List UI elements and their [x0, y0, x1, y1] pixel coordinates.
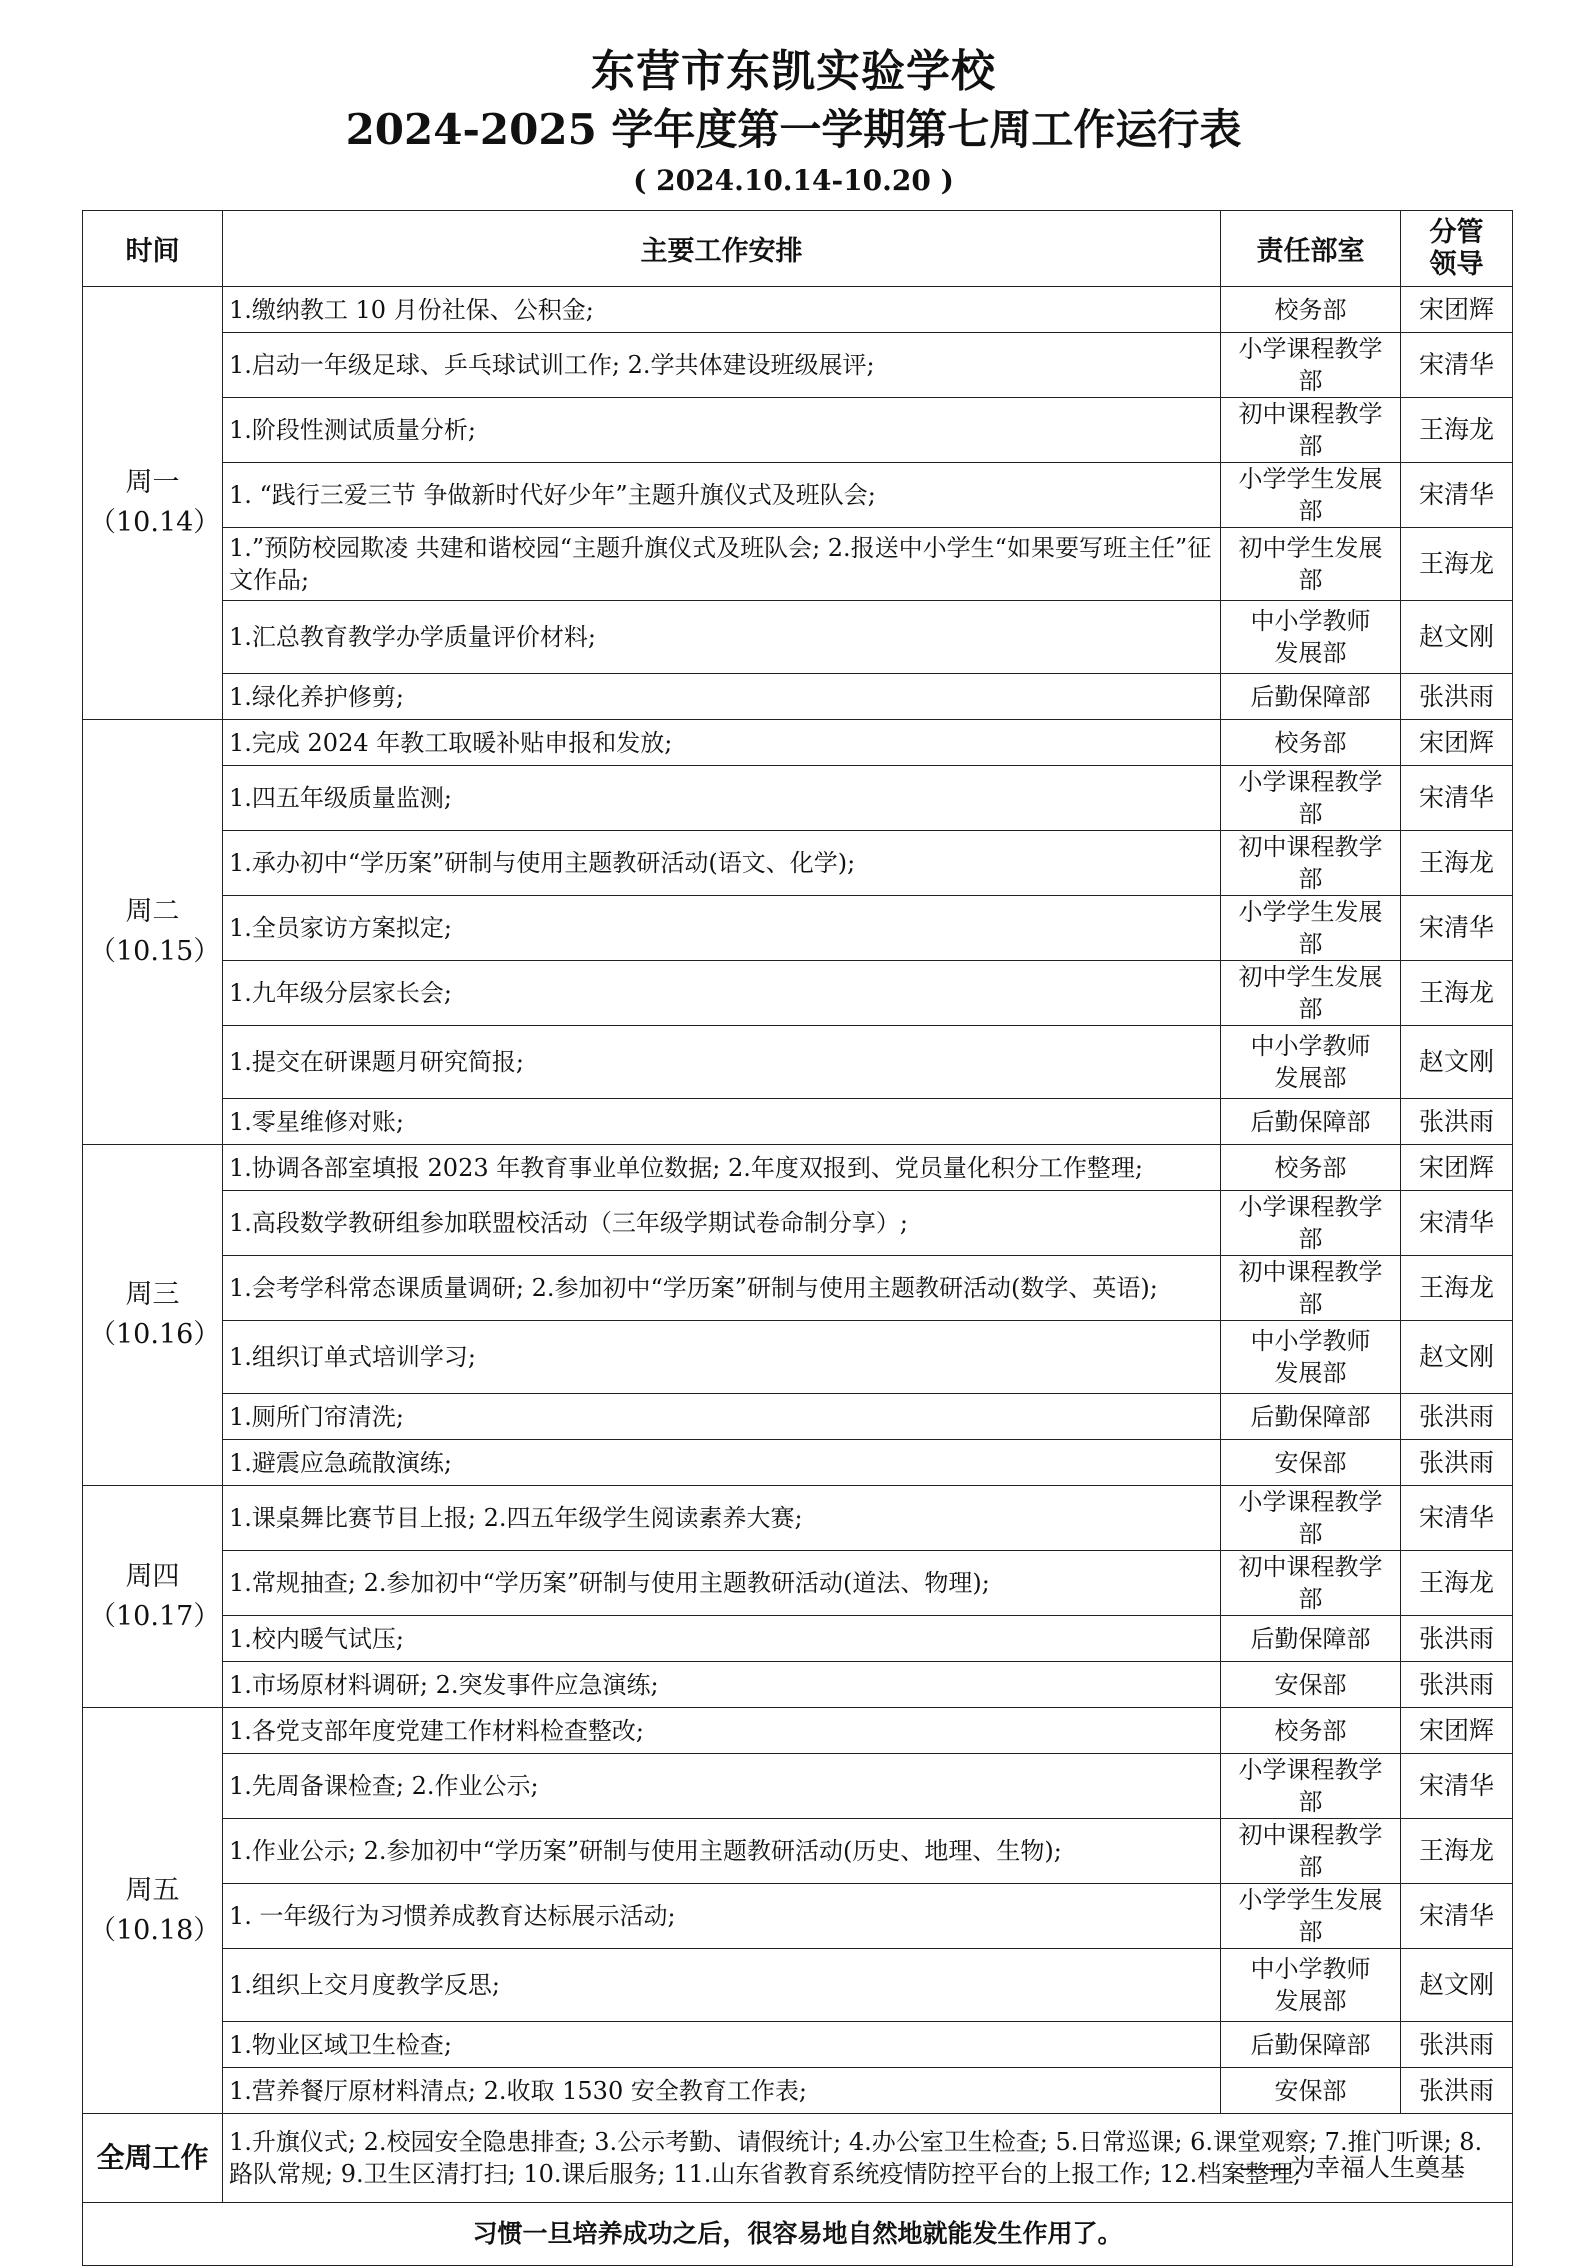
department-cell: 后勤保障部: [1221, 1099, 1401, 1145]
department-cell: 小学学生发展部: [1221, 1884, 1401, 1949]
department-cell: 初中学生发展部: [1221, 528, 1401, 601]
leader-cell: 王海龙: [1401, 1819, 1513, 1884]
task-cell: 1.零星维修对账;: [223, 1099, 1221, 1145]
leader-cell: 宋团辉: [1401, 720, 1513, 766]
table-row: [83, 961, 1513, 1026]
leader-cell: 赵文刚: [1401, 1949, 1513, 2022]
task-cell: 1.全员家访方案拟定;: [223, 896, 1221, 961]
leader-cell: 宋团辉: [1401, 287, 1513, 333]
table-row: [83, 1819, 1513, 1884]
quote-text: 习惯一旦培养成功之后，很容易地自然地就能发生作用了。: [83, 2203, 1513, 2266]
leader-cell: 张洪雨: [1401, 2068, 1513, 2114]
table-row: [83, 1616, 1513, 1662]
table-row: [83, 766, 1513, 831]
leader-cell: 张洪雨: [1401, 1440, 1513, 1486]
leader-cell: 张洪雨: [1401, 1662, 1513, 1708]
leader-cell: 张洪雨: [1401, 1099, 1513, 1145]
task-cell: 1.课桌舞比赛节目上报; 2.四五年级学生阅读素养大赛;: [223, 1486, 1221, 1551]
leader-cell: 赵文刚: [1401, 1026, 1513, 1099]
department-line: 发展部: [1274, 1064, 1347, 1092]
department-cell: 安保部: [1221, 1440, 1401, 1486]
leader-cell: 宋清华: [1401, 1191, 1513, 1256]
school-name: 东营市东凯实验学校: [591, 46, 996, 97]
leader-cell: 宋团辉: [1401, 1708, 1513, 1754]
department-cell: 安保部: [1221, 2068, 1401, 2114]
table-row: [83, 1486, 1513, 1551]
table-row: [83, 1191, 1513, 1256]
department-line: 中小学教师: [1250, 1955, 1371, 1983]
task-cell: 1.避震应急疏散演练;: [223, 1440, 1221, 1486]
table-row: [83, 2068, 1513, 2114]
task-cell: 1.高段数学教研组参加联盟校活动（三年级学期试卷命制分享）;: [223, 1191, 1221, 1256]
department-cell: 小学课程教学部: [1221, 1191, 1401, 1256]
table-row: [83, 1551, 1513, 1616]
table-row: [83, 1394, 1513, 1440]
department-cell: 初中课程教学部: [1221, 398, 1401, 463]
day-cell: [83, 1486, 223, 1708]
schedule-body: [83, 287, 1513, 2114]
leader-cell: 宋清华: [1401, 1486, 1513, 1551]
day-cell: [83, 1708, 223, 2114]
department-cell: 小学课程教学部: [1221, 333, 1401, 398]
task-cell: 1.完成 2024 年教工取暖补贴申报和发放;: [223, 720, 1221, 766]
task-cell: 1.先周备课检查; 2.作业公示;: [223, 1754, 1221, 1819]
leader-cell: 张洪雨: [1401, 674, 1513, 720]
department-cell: 小学学生发展部: [1221, 463, 1401, 528]
department-cell: 校务部: [1221, 1145, 1401, 1191]
leader-cell: 张洪雨: [1401, 2022, 1513, 2068]
table-row: [83, 1256, 1513, 1321]
table-row: [83, 1440, 1513, 1486]
task-cell: 1.”预防校园欺凌 共建和谐校园“主题升旗仪式及班队会; 2.报送中小学生“如果要写班主任”征文作品;: [223, 528, 1221, 601]
department-cell: 后勤保障部: [1221, 2022, 1401, 2068]
table-row: [83, 1754, 1513, 1819]
day-cell: [83, 720, 223, 1145]
day-date: （10.17）: [89, 1600, 221, 1632]
department-line: 中小学教师: [1250, 1032, 1371, 1060]
table-row: [83, 2022, 1513, 2068]
table-row: [83, 1145, 1513, 1191]
task-cell: 1. “践行三爱三节 争做新时代好少年”主题升旗仪式及班队会;: [223, 463, 1221, 528]
department-cell: 校务部: [1221, 287, 1401, 333]
table-row: [83, 601, 1513, 674]
department-cell: 初中课程教学部: [1221, 1551, 1401, 1616]
department-cell: 小学学生发展部: [1221, 896, 1401, 961]
leader-cell: 宋清华: [1401, 766, 1513, 831]
quote-row: [83, 2203, 1513, 2266]
leader-cell: 张洪雨: [1401, 1394, 1513, 1440]
table-row: [83, 720, 1513, 766]
header-time: 时间: [83, 211, 223, 287]
leader-cell: 宋清华: [1401, 463, 1513, 528]
table-row: [83, 463, 1513, 528]
table-row: [83, 831, 1513, 896]
header-work: 主要工作安排: [223, 211, 1221, 287]
task-cell: 1.承办初中“学历案”研制与使用主题教研活动(语文、化学);: [223, 831, 1221, 896]
table-row: [83, 1884, 1513, 1949]
department-cell: [1221, 1026, 1401, 1099]
leader-cell: 宋清华: [1401, 1754, 1513, 1819]
table-row: [83, 1026, 1513, 1099]
task-cell: 1.阶段性测试质量分析;: [223, 398, 1221, 463]
table-row: [83, 287, 1513, 333]
table-row: [83, 896, 1513, 961]
header-leader: [1401, 211, 1513, 287]
department-cell: 后勤保障部: [1221, 1394, 1401, 1440]
table-row: [83, 674, 1513, 720]
department-line: 发展部: [1274, 1987, 1347, 2015]
leader-cell: 赵文刚: [1401, 601, 1513, 674]
all-week-label: 全周工作: [83, 2114, 223, 2203]
table-row: [83, 1321, 1513, 1394]
day-date: （10.15）: [89, 936, 221, 967]
department-cell: 校务部: [1221, 1708, 1401, 1754]
leader-cell: 赵文刚: [1401, 1321, 1513, 1394]
all-week-text: 1.升旗仪式; 2.校园安全隐患排查; 3.公示考勤、请假统计; 4.办公室卫生检查; 5.日常巡课; 6.课堂观察; 7.推门听课; 8.路队常规; 9.卫生区清打扫; 10.课后服务; 11.山东省教育系统疫情防控平台的上报工作; 12.档案整理;: [223, 2114, 1513, 2203]
task-cell: 1.各党支部年度党建工作材料检查整改;: [223, 1708, 1221, 1754]
task-cell: 1.启动一年级足球、乒乓球试训工作; 2.学共体建设班级展评;: [223, 333, 1221, 398]
table-row: [83, 333, 1513, 398]
task-cell: 1.四五年级质量监测;: [223, 766, 1221, 831]
department-cell: 小学课程教学部: [1221, 766, 1401, 831]
leader-cell: 张洪雨: [1401, 1616, 1513, 1662]
task-cell: 1.汇总教育教学办学质量评价材料;: [223, 601, 1221, 674]
task-cell: 1.作业公示; 2.参加初中“学历案”研制与使用主题教研活动(历史、地理、生物);: [223, 1819, 1221, 1884]
task-cell: 1.市场原材料调研; 2.突发事件应急演练;: [223, 1662, 1221, 1708]
document-header: [0, 42, 1587, 202]
department-cell: 小学课程教学部: [1221, 1486, 1401, 1551]
task-cell: 1. 一年级行为习惯养成教育达标展示活动;: [223, 1884, 1221, 1949]
department-line: 发展部: [1274, 1359, 1347, 1387]
department-cell: 小学课程教学部: [1221, 1754, 1401, 1819]
task-cell: 1.营养餐厅原材料清点; 2.收取 1530 安全教育工作表;: [223, 2068, 1221, 2114]
department-cell: 后勤保障部: [1221, 674, 1401, 720]
day-name: 周四: [125, 1560, 180, 1592]
leader-cell: 宋清华: [1401, 1884, 1513, 1949]
table-row: [83, 1708, 1513, 1754]
header-leader-line1: 分管: [1429, 216, 1484, 248]
date-range: ( 2024.10.14-10.20 ): [633, 164, 954, 197]
day-name: 周一: [125, 467, 180, 498]
leader-cell: 王海龙: [1401, 398, 1513, 463]
leader-cell: 王海龙: [1401, 1256, 1513, 1321]
task-cell: 1.协调各部室填报 2023 年教育事业单位数据; 2.年度双报到、党员量化积分工作整理;: [223, 1145, 1221, 1191]
department-cell: 初中课程教学部: [1221, 1819, 1401, 1884]
footer-motto: ——为幸福人生奠基: [1240, 2153, 1466, 2182]
day-date: （10.16）: [89, 1319, 221, 1350]
schedule-title: 2024-2025 学年度第一学期第七周工作运行表: [345, 105, 1242, 154]
schedule-table: [82, 210, 1513, 2266]
day-cell: [83, 1145, 223, 1486]
task-cell: 1.常规抽查; 2.参加初中“学历案”研制与使用主题教研活动(道法、物理);: [223, 1551, 1221, 1616]
task-cell: 1.九年级分层家长会;: [223, 961, 1221, 1026]
leader-cell: 宋清华: [1401, 333, 1513, 398]
department-cell: [1221, 601, 1401, 674]
table-row: [83, 1662, 1513, 1708]
table-row: [83, 528, 1513, 601]
header-dept: 责任部室: [1221, 211, 1401, 287]
task-cell: 1.厕所门帘清洗;: [223, 1394, 1221, 1440]
leader-cell: 王海龙: [1401, 961, 1513, 1026]
department-cell: [1221, 1949, 1401, 2022]
table-row: [83, 398, 1513, 463]
task-cell: 1.缴纳教工 10 月份社保、公积金;: [223, 287, 1221, 333]
leader-cell: 王海龙: [1401, 528, 1513, 601]
department-cell: 校务部: [1221, 720, 1401, 766]
table-row: [83, 1949, 1513, 2022]
department-cell: 初中课程教学部: [1221, 831, 1401, 896]
department-cell: 初中学生发展部: [1221, 961, 1401, 1026]
leader-cell: 宋清华: [1401, 896, 1513, 961]
department-cell: 初中课程教学部: [1221, 1256, 1401, 1321]
leader-cell: 王海龙: [1401, 1551, 1513, 1616]
day-date: （10.18）: [89, 1914, 221, 1946]
leader-cell: 宋团辉: [1401, 1145, 1513, 1191]
table-row: [83, 1099, 1513, 1145]
department-line: 发展部: [1274, 639, 1347, 667]
department-line: 中小学教师: [1250, 1327, 1371, 1355]
header-leader-line2: 领导: [1429, 248, 1484, 280]
leader-cell: 王海龙: [1401, 831, 1513, 896]
day-cell: [83, 287, 223, 720]
task-cell: 1.组织上交月度教学反思;: [223, 1949, 1221, 2022]
day-date: （10.14）: [89, 507, 221, 538]
department-cell: 安保部: [1221, 1662, 1401, 1708]
task-cell: 1.会考学科常态课质量调研; 2.参加初中“学历案”研制与使用主题教研活动(数学、英语);: [223, 1256, 1221, 1321]
department-line: 中小学教师: [1250, 607, 1371, 635]
day-name: 周五: [125, 1874, 180, 1906]
task-cell: 1.组织订单式培训学习;: [223, 1321, 1221, 1394]
department-cell: [1221, 1321, 1401, 1394]
table-header-row: [83, 211, 1513, 287]
day-name: 周三: [125, 1279, 180, 1310]
task-cell: 1.绿化养护修剪;: [223, 674, 1221, 720]
task-cell: 1.校内暖气试压;: [223, 1616, 1221, 1662]
task-cell: 1.提交在研课题月研究简报;: [223, 1026, 1221, 1099]
task-cell: 1.物业区域卫生检查;: [223, 2022, 1221, 2068]
day-name: 周二: [125, 896, 180, 927]
department-cell: 后勤保障部: [1221, 1616, 1401, 1662]
